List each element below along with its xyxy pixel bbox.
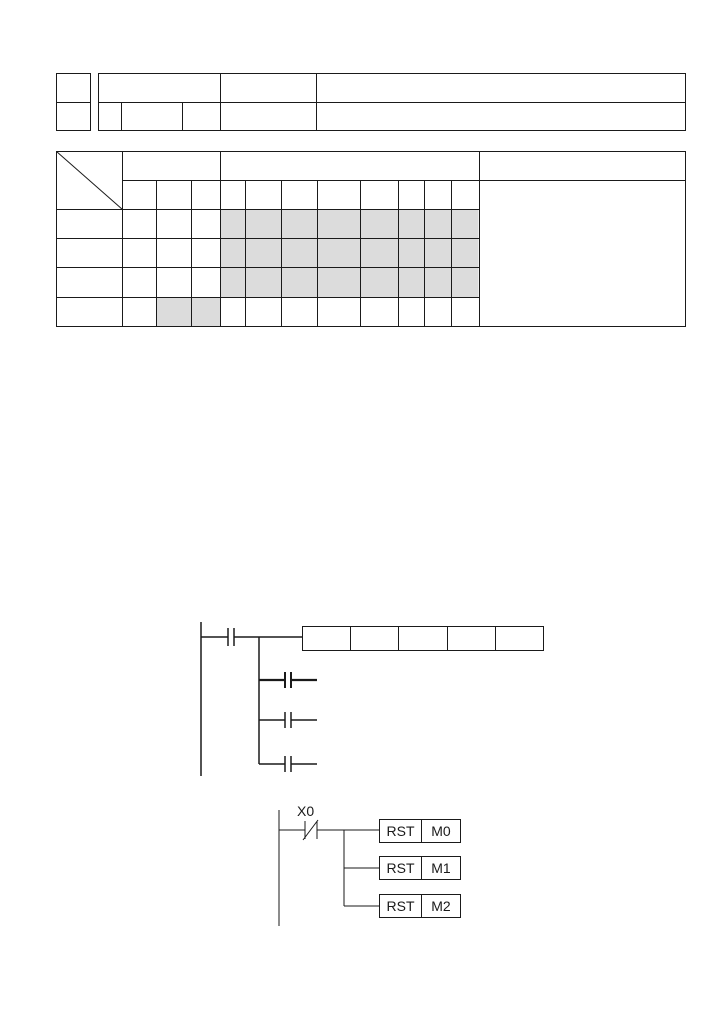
- output-1-operand: M0: [431, 823, 451, 839]
- output-2-operand: M1: [431, 860, 451, 876]
- output-2-instruction: RST: [386, 860, 415, 876]
- contact-label-x0: X0: [297, 803, 315, 819]
- output-3-operand: M2: [431, 898, 451, 914]
- output-1-instruction: RST: [386, 823, 415, 839]
- output-3-instruction: RST: [386, 898, 415, 914]
